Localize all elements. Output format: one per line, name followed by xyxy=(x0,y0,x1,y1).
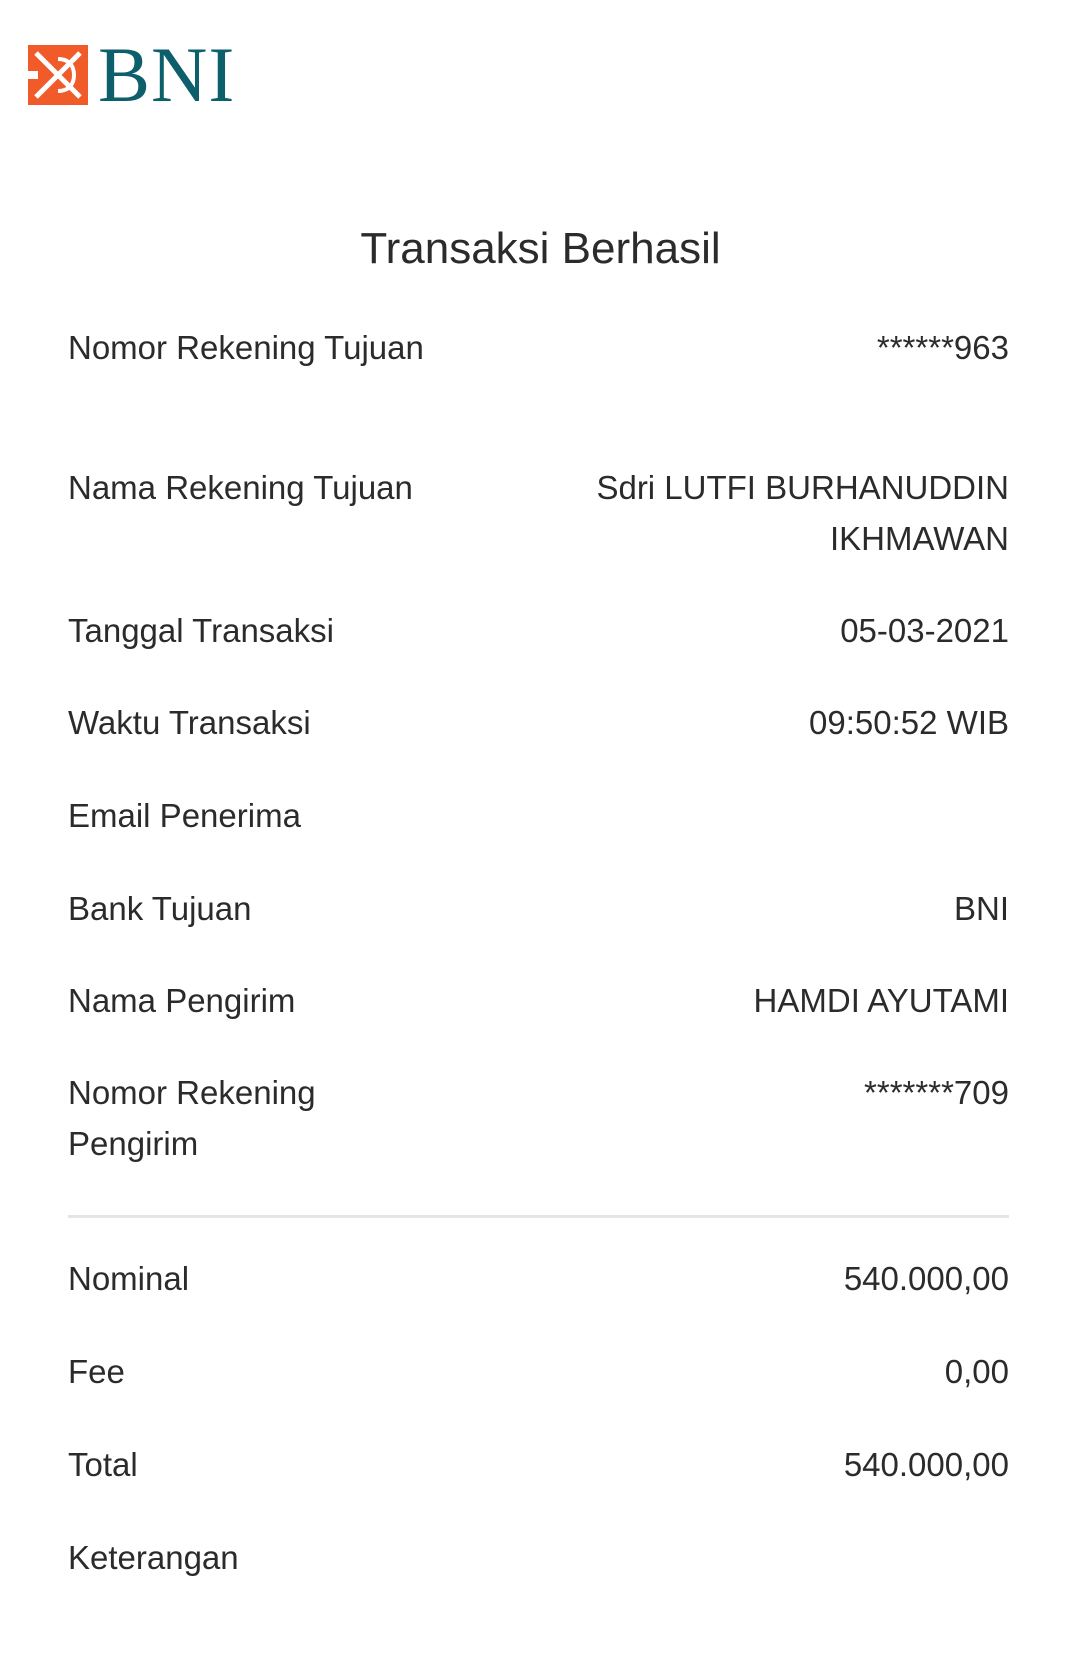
detail-row-tanggal-transaksi xyxy=(68,605,1009,656)
summary-value: 540.000,00 xyxy=(843,1260,1009,1297)
detail-row-email-penerima xyxy=(68,790,1009,841)
detail-value: ******963 xyxy=(876,329,1009,366)
bni-logo xyxy=(28,31,236,118)
detail-value: HAMDI AYUTAMI xyxy=(753,982,1009,1019)
detail-label: Nomor Rekening Tujuan xyxy=(68,329,424,366)
detail-value: 09:50:52 WIB xyxy=(809,704,1009,741)
detail-label: Nama Pengirim xyxy=(68,982,296,1019)
bni-logo-text: BNI xyxy=(98,31,236,118)
summary-label: Keterangan xyxy=(68,1539,239,1576)
detail-value: *******709 xyxy=(864,1074,1009,1111)
detail-row-nomor-rekening-tujuan xyxy=(68,322,1009,373)
detail-row-nomor-rekening-pengirim xyxy=(68,1067,1009,1169)
summary-row-total xyxy=(68,1439,1009,1490)
summary-row-fee xyxy=(68,1346,1009,1397)
summary-label: Nominal xyxy=(68,1260,190,1297)
bni-logo-mark-icon xyxy=(28,45,88,105)
summary-row-nominal xyxy=(68,1253,1009,1304)
summary-row-keterangan xyxy=(68,1532,1009,1583)
detail-value: BNI xyxy=(953,890,1009,927)
detail-label: Nomor Rekening Pengirim xyxy=(68,1074,316,1162)
detail-label: Email Penerima xyxy=(68,797,301,834)
section-divider xyxy=(68,1215,1009,1218)
detail-row-nama-rekening-tujuan xyxy=(68,462,1009,564)
summary-value: 0,00 xyxy=(944,1353,1009,1390)
detail-row-waktu-transaksi xyxy=(68,697,1009,748)
summary-value: 540.000,00 xyxy=(843,1446,1009,1483)
detail-label: Nama Rekening Tujuan xyxy=(68,469,413,506)
summary-label: Total xyxy=(68,1446,138,1483)
detail-value: 05-03-2021 xyxy=(840,612,1009,649)
detail-label: Bank Tujuan xyxy=(68,890,252,927)
detail-label: Tanggal Transaksi xyxy=(68,612,334,649)
detail-row-bank-tujuan xyxy=(68,883,1009,934)
summary-label: Fee xyxy=(68,1353,125,1390)
page-title: Transaksi Berhasil xyxy=(360,224,721,273)
detail-label: Waktu Transaksi xyxy=(68,704,311,741)
detail-value: Sdri LUTFI BURHANUDDIN IKHMAWAN xyxy=(596,469,1009,557)
detail-row-nama-pengirim xyxy=(68,975,1009,1026)
